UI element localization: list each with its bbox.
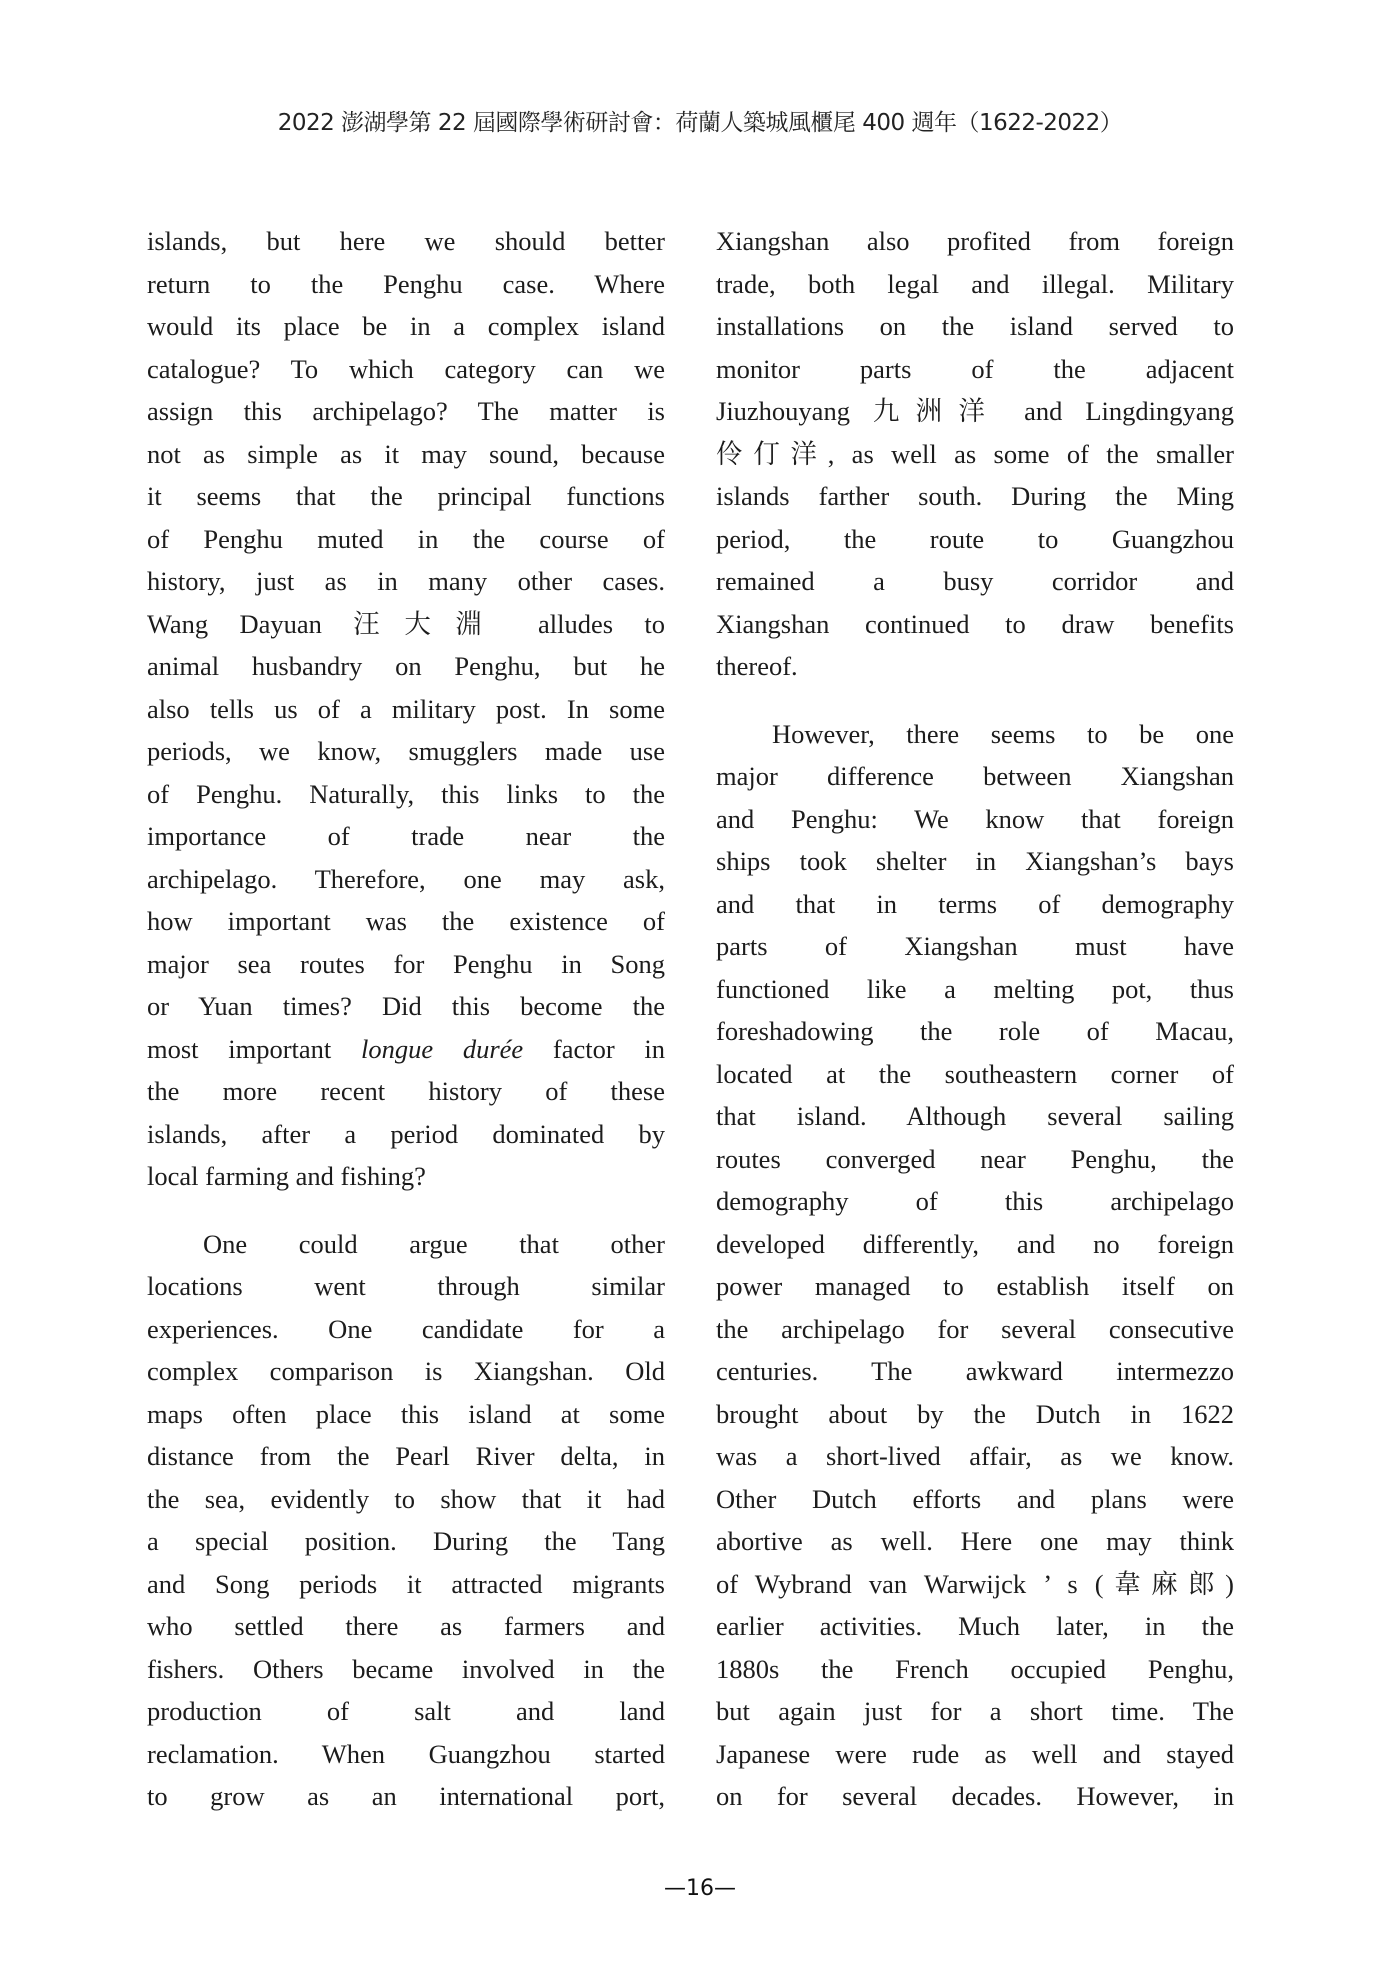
text-line: experiences. One candidate for a: [147, 1313, 665, 1344]
text-line: Japanese were rude as well and stayed: [716, 1738, 1234, 1769]
text-segment: most important: [147, 1033, 361, 1064]
text-line: that island. Although several sailing: [716, 1101, 1234, 1131]
text-line: foreshadowing the role of Macau,: [716, 1016, 1234, 1046]
text-line: to grow as an international port,: [147, 1781, 665, 1811]
text-line: ships took shelter in Xiangshan’s bays: [716, 846, 1234, 876]
text-line: 1880s the French occupied Penghu,: [716, 1653, 1234, 1684]
paragraph: [716, 713, 1234, 1818]
text-line: was a short-lived affair, as we know.: [716, 1441, 1234, 1471]
text-line: return to the Penghu case. Where: [147, 268, 665, 299]
text-line: major sea routes for Penghu in Song: [147, 948, 665, 979]
text-line: One could argue that other: [203, 1228, 665, 1259]
text-line: the archipelago for several consecutive: [716, 1313, 1234, 1344]
text-line: Jiuzhouyang 九洲洋 and Lingdingyang: [716, 396, 1234, 426]
text-line: parts of Xiangshan must have: [716, 931, 1234, 961]
text-line: would its place be in a complex island: [147, 311, 665, 341]
text-line: developed differently, and no foreign: [716, 1228, 1234, 1259]
text-line: also tells us of a military post. In some: [147, 693, 665, 724]
text-line: routes converged near Penghu, the: [716, 1143, 1234, 1174]
text-line: local farming and fishing?: [147, 1161, 426, 1191]
text-line: centuries. The awkward intermezzo: [716, 1356, 1234, 1386]
text-line: locations went through similar: [147, 1271, 665, 1301]
text-line: period, the route to Guangzhou: [716, 523, 1234, 554]
text-line: brought about by the Dutch in 1622: [716, 1398, 1234, 1429]
text-line-with-italic: [147, 1028, 665, 1071]
text-line: or Yuan times? Did this become the: [147, 991, 665, 1021]
text-line: and Song periods it attracted migrants: [147, 1568, 665, 1599]
text-line: monitor parts of the adjacent: [716, 353, 1234, 384]
text-line: on for several decades. However, in: [716, 1781, 1234, 1811]
text-line: and Penghu: We know that foreign: [716, 803, 1234, 834]
text-line: and that in terms of demography: [716, 888, 1234, 919]
text-line: islands farther south. During the Ming: [716, 481, 1234, 511]
text-line: who settled there as farmers and: [147, 1611, 665, 1641]
text-line: maps often place this island at some: [147, 1398, 665, 1429]
text-line: reclamation. When Guangzhou started: [147, 1738, 665, 1769]
text-line: islands, but here we should better: [147, 226, 665, 256]
italic-term: longue durée: [361, 1033, 524, 1064]
text-line: it seems that the principal functions: [147, 481, 665, 511]
text-segment: factor in: [523, 1033, 665, 1064]
paragraph: [147, 1223, 665, 1818]
text-line: demography of this archipelago: [716, 1186, 1234, 1216]
text-line: periods, we know, smugglers made use: [147, 736, 665, 766]
text-line: how important was the existence of: [147, 906, 665, 936]
text-line: 伶仃洋, as well as some of the smaller: [716, 438, 1234, 469]
text-line: production of salt and land: [147, 1696, 665, 1726]
paragraph-gap: [147, 1198, 665, 1223]
text-line: earlier activities. Much later, in the: [716, 1611, 1234, 1641]
right-column: [716, 220, 1234, 1818]
text-line: assign this archipelago? The matter is: [147, 396, 665, 426]
page-number: —16—: [664, 1876, 736, 1901]
text-line: not as simple as it may sound, because: [147, 438, 665, 469]
text-line: located at the southeastern corner of: [716, 1058, 1234, 1089]
text-line: distance from the Pearl River delta, in: [147, 1441, 665, 1471]
text-line: Xiangshan continued to draw benefits: [716, 608, 1234, 639]
paragraph-gap: [716, 688, 1234, 713]
text-line: but again just for a short time. The: [716, 1696, 1234, 1726]
text-line: trade, both legal and illegal. Military: [716, 268, 1234, 299]
text-line: major difference between Xiangshan: [716, 761, 1234, 791]
left-column: [147, 220, 665, 1818]
text-line: thereof.: [716, 651, 798, 681]
text-line: archipelago. Therefore, one may ask,: [147, 863, 665, 894]
text-line: islands, after a period dominated by: [147, 1118, 665, 1149]
paragraph: [716, 220, 1234, 688]
text-line: a special position. During the Tang: [147, 1526, 665, 1556]
text-line: Xiangshan also profited from foreign: [716, 226, 1234, 256]
text-line: animal husbandry on Penghu, but he: [147, 651, 665, 681]
text-line: functioned like a melting pot, thus: [716, 973, 1234, 1004]
text-line: installations on the island served to: [716, 311, 1234, 341]
text-line: catalogue? To which category can we: [147, 353, 665, 384]
text-line: the sea, evidently to show that it had: [147, 1483, 665, 1514]
text-line: remained a busy corridor and: [716, 566, 1234, 596]
text-line: importance of trade near the: [147, 821, 665, 851]
text-line: history, just as in many other cases.: [147, 566, 665, 596]
paragraph: [147, 220, 665, 1198]
text-line: fishers. Others became involved in the: [147, 1653, 665, 1684]
text-line: Other Dutch efforts and plans were: [716, 1483, 1234, 1514]
running-header: 2022 澎湖學第 22 屆國際學術研討會：荷蘭人築城風櫃尾 400 週年（1622-2022）: [277, 110, 1123, 136]
text-line: of Penghu muted in the course of: [147, 523, 665, 554]
text-line: abortive as well. Here one may think: [716, 1526, 1234, 1556]
text-line: the more recent history of these: [147, 1076, 665, 1106]
text-line: of Penghu. Naturally, this links to the: [147, 778, 665, 809]
text-line: Wang Dayuan 汪大淵 alludes to: [147, 608, 665, 639]
text-line: complex comparison is Xiangshan. Old: [147, 1356, 665, 1386]
text-line: of Wybrand van Warwijck ’ s (韋麻郎): [716, 1568, 1234, 1599]
text-line: However, there seems to be one: [772, 718, 1234, 749]
text-line: power managed to establish itself on: [716, 1271, 1234, 1301]
